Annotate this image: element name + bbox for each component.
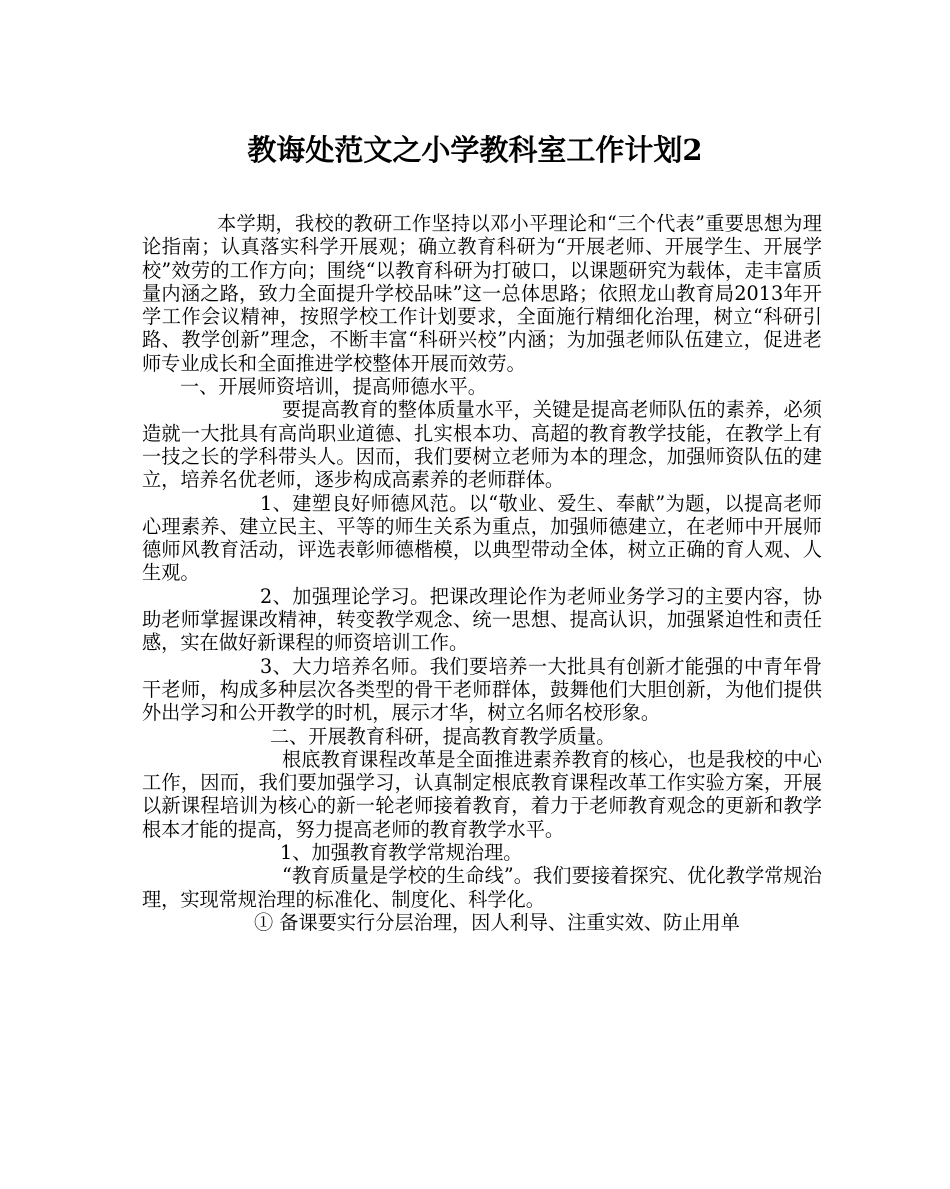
paragraph-teacher-quality: 要提高教育的整体质量水平，关键是提高老师队伍的素养，必须造就一大批具有高尚职业道德、扎实根本功、高超的教育教学技能，在教学上有一技之长的学科带头人。因而，我们要树立老师为本的理念，加强师资队伍的建立，培养名优老师，逐步构成高素养的老师群体。: [142, 398, 822, 492]
document-title: 教诲处范文之小学教科室工作计划2: [247, 133, 703, 167]
list-item-famous-teachers: 3、大力培养名师。我们要培养一大批具有创新才能强的中青年骨干老师，构成多种层次各类型的骨干老师群体，鼓舞他们大胆创新，为他们提供外出学习和公开教学的时机，展示才华，树立名师名校形象。: [142, 654, 822, 725]
document-body: [142, 212, 822, 934]
paragraph-quality-lifeline: “教育质量是学校的生命线”。我们要接着探究、优化教学常规治理，实现常规治理的标准化、制度化、科学化。: [142, 864, 822, 911]
list-item-routine-management: 1、加强教育教学常规治理。: [280, 841, 523, 865]
intro-paragraph: 本学期，我校的教研工作坚持以邓小平理论和“三个代表”重要思想为理论指南；认真落实科学开展观；确立教育科研为“开展老师、开展学生、开展学校”效劳的工作方向；围绕“以教育科研为打破口，以课题研究为载体，走丰富质量内涵之路，致力全面提升学校品味”这一总体思路；依照龙山教育局2013年开学工作会议精神，按照学校工作计划要求，全面施行精细化治理，树立“科研引路、教学创新”理念，不断丰富“科研兴校”内涵；为加强老师队伍建立，促进老师专业成长和全面推进学校整体开展而效劳。: [142, 212, 822, 375]
list-item-theory-study: 2、加强理论学习。把课改理论作为老师业务学习的主要内容，协助老师掌握课改精神，转变教学观念、统一思想、提高认识，加强紧迫性和责任感，实在做好新课程的师资培训工作。: [142, 584, 822, 655]
section-heading-teacher-training: 一、开展师资培训，提高师德水平。: [180, 375, 487, 399]
section-heading-research: 二、开展教育科研，提高教育教学质量。: [270, 724, 616, 748]
paragraph-curriculum-reform: 根底教育课程改革是全面推进素养教育的核心，也是我校的中心工作，因而，我们要加强学习，认真制定根底教育课程改革工作实验方案，开展以新课程培训为核心的新一轮老师接着教育，着力于老师教育观念的更新和教学根本才能的提高，努力提高老师的教育教学水平。: [142, 747, 822, 841]
list-item-ethics: 1、建塑良好师德风范。以“敬业、爱生、奉献”为题，以提高老师心理素养、建立民主、平等的师生关系为重点，加强师德建立，在老师中开展师德师风教育活动，评选表彰师德楷模，以典型带动全体，树立正确的育人观、人生观。: [142, 491, 822, 585]
list-item-lesson-prep: ① 备课要实行分层治理，因人利导、注重实效、防止用单: [254, 910, 740, 934]
